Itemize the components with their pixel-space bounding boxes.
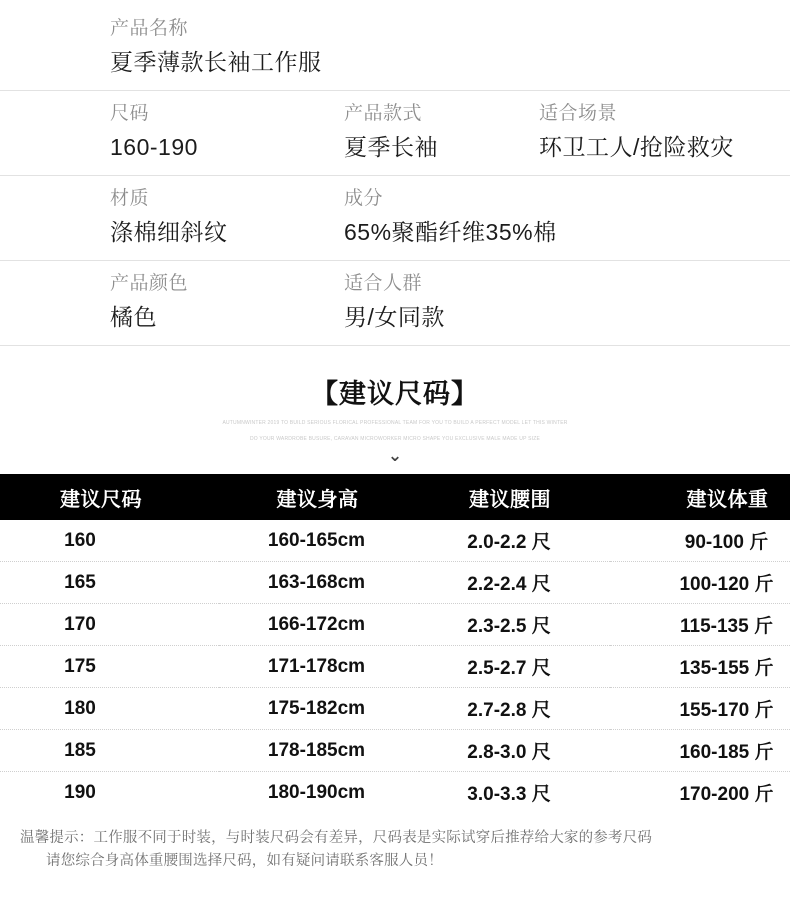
- cell-height: 160-165cm: [219, 520, 419, 562]
- spec-label: 适合场景: [539, 103, 618, 124]
- size-chart-title: 【建议尺码】: [311, 379, 479, 409]
- cell-size: 180: [0, 688, 219, 730]
- column-header-size: 建议尺码: [0, 474, 219, 520]
- spec-value: 160-190: [110, 134, 198, 160]
- note-line-1: 温馨提示：工作服不同于时装，与时装尺码会有差异，尺码表是实际试穿后推荐给大家的参考尺码: [20, 830, 653, 846]
- size-chart-table: [0, 474, 790, 813]
- table-header-row: [0, 474, 790, 520]
- spec-cell-scene: [539, 99, 789, 165]
- cell-height: 178-185cm: [219, 730, 419, 772]
- spec-value: 65%聚酯纤维35%棉: [344, 219, 557, 245]
- cell-weight: 160-185 斤: [610, 730, 790, 772]
- spec-value: 夏季长袖: [344, 134, 438, 160]
- cell-waist: 2.7-2.8 尺: [419, 688, 610, 730]
- spec-label: 成分: [344, 188, 384, 209]
- column-header-height: 建议身高: [219, 474, 419, 520]
- spec-row: [0, 261, 790, 346]
- spec-label: 尺码: [110, 103, 150, 124]
- cell-weight: 155-170 斤: [610, 688, 790, 730]
- spec-label: 产品款式: [344, 103, 423, 124]
- cell-height: 166-172cm: [219, 604, 419, 646]
- table-row: [0, 772, 790, 814]
- cell-weight: 90-100 斤: [610, 520, 790, 562]
- spec-row: [0, 176, 790, 261]
- cell-waist: 2.5-2.7 尺: [419, 646, 610, 688]
- spec-label: 适合人群: [344, 273, 423, 294]
- spec-cell-material: [110, 184, 344, 250]
- cell-waist: 2.2-2.4 尺: [419, 562, 610, 604]
- spec-cell-color: [110, 269, 344, 335]
- table-row: [0, 520, 790, 562]
- note-line-2: 请您综合身高体重腰围选择尺码，如有疑问请联系客服人员！: [46, 853, 443, 869]
- cell-size: 185: [0, 730, 219, 772]
- spec-value: 橘色: [110, 304, 157, 330]
- cell-height: 180-190cm: [267, 781, 366, 803]
- cell-weight: 115-135 斤: [610, 604, 790, 646]
- cell-weight: 170-200 斤: [679, 784, 774, 805]
- spec-value: 男/女同款: [344, 304, 445, 330]
- cell-height: 171-178cm: [219, 646, 419, 688]
- cell-weight: 100-120 斤: [610, 562, 790, 604]
- cell-waist: 2.3-2.5 尺: [419, 604, 610, 646]
- spec-value: 涤棉细斜纹: [110, 219, 228, 245]
- cell-weight: 135-155 斤: [610, 646, 790, 688]
- spec-cell-style: [344, 99, 539, 165]
- spec-cell-composition: [344, 184, 594, 250]
- column-header-weight: 建议体重: [610, 474, 790, 520]
- table-row: [0, 646, 790, 688]
- footer-note: [0, 827, 790, 873]
- spec-cell-size: [110, 99, 344, 165]
- table-row: [0, 604, 790, 646]
- cell-height: 163-168cm: [219, 562, 419, 604]
- spec-value: 夏季薄款长袖工作服: [110, 49, 322, 75]
- decorative-text-line-2: DO YOUR WARDROBE BUSURE, CARAVAN MICROWORKER MICRO SHAPE YOU EXCLUSIVE MALE MADE UP SIZE: [249, 436, 541, 442]
- spec-label: 产品颜色: [110, 273, 189, 294]
- decorative-text-line-1: AUTUMNWINTER 2019 TO BUILD SERIOUS FLORICAL PROFESSIONAL TEAM FOR YOU TO BUILD A PERFECT MODEL LET THIS WINTER: [222, 420, 568, 426]
- cell-waist: 3.0-3.3 尺: [467, 784, 551, 805]
- table-row: [0, 730, 790, 772]
- cell-size: 165: [0, 562, 219, 604]
- specification-block: [0, 0, 790, 346]
- spec-row: [0, 91, 790, 176]
- cell-size: 175: [0, 646, 219, 688]
- cell-size: 160: [0, 520, 219, 562]
- spec-row-product-name: [0, 8, 790, 91]
- spec-cell-product-name: [110, 14, 750, 80]
- table-row: [0, 562, 790, 604]
- cell-size: 190: [64, 781, 96, 803]
- spec-value: 环卫工人/抢险救灾: [539, 134, 734, 160]
- chevron-down-icon: ⌄: [387, 446, 403, 465]
- column-header-waist: 建议腰围: [419, 474, 610, 520]
- spec-label: 材质: [110, 188, 150, 209]
- cell-waist: 2.8-3.0 尺: [419, 730, 610, 772]
- table-row: [0, 688, 790, 730]
- cell-waist: 2.0-2.2 尺: [419, 520, 610, 562]
- spec-label: 产品名称: [110, 18, 189, 39]
- spec-cell-audience: [344, 269, 594, 335]
- cell-size: 170: [0, 604, 219, 646]
- cell-height: 175-182cm: [219, 688, 419, 730]
